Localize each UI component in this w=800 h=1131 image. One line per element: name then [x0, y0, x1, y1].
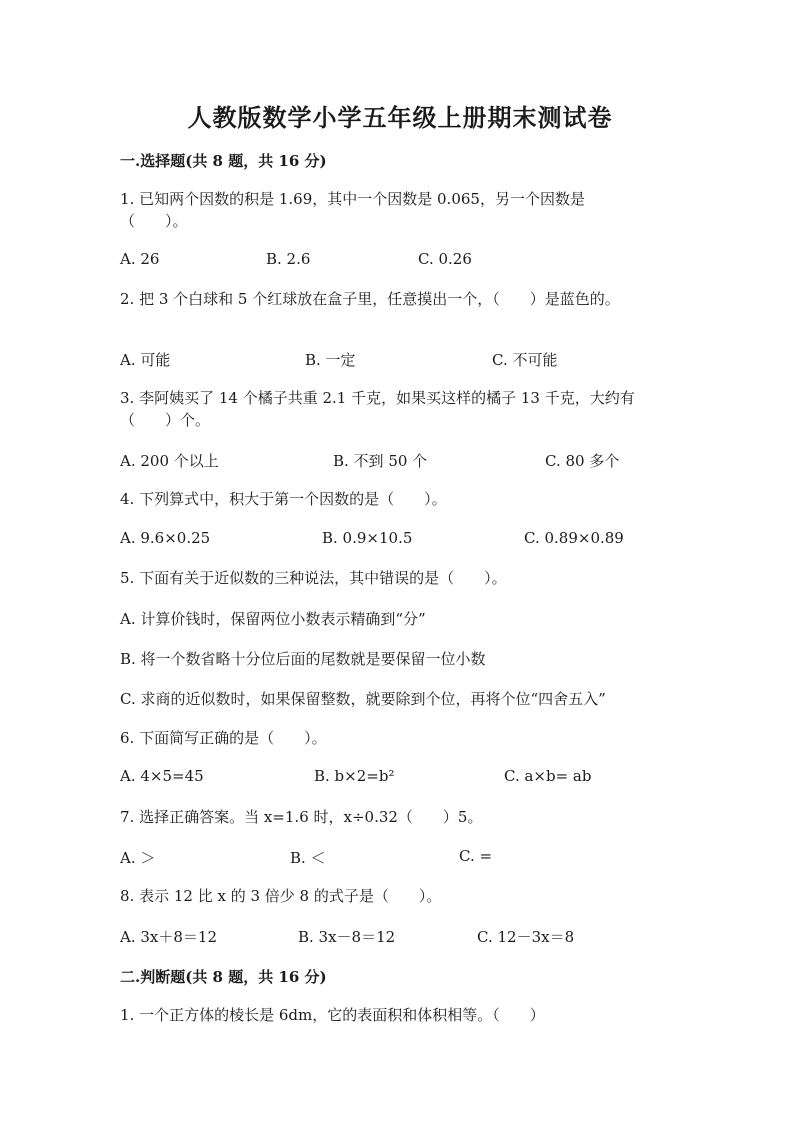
- question-1: [120, 188, 680, 232]
- q3-option-c: C. 80 多个: [545, 452, 620, 470]
- q4-option-c: C. 0.89×0.89: [524, 529, 624, 547]
- section-heading-judgment: 二.判断题(共 8 题，共 16 分): [120, 968, 327, 986]
- question-5-line1: 5. 下面有关于近似数的三种说法，其中错误的是（ ）。: [120, 569, 507, 587]
- q6-option-c: C. a×b= ab: [504, 767, 592, 785]
- question-6-line1: 6. 下面简写正确的是（ ）。: [120, 729, 327, 747]
- q1-option-a: A. 26: [120, 250, 160, 268]
- q8-option-b: B. 3x－8＝12: [298, 928, 396, 946]
- q4-option-a: A. 9.6×0.25: [120, 529, 211, 547]
- q6-option-a: A. 4×5=45: [120, 767, 204, 785]
- q3-option-b: B. 不到 50 个: [333, 452, 428, 470]
- q6-option-b: B. b×2=b²: [314, 767, 395, 785]
- question-1-line2: （ ）。: [120, 212, 188, 230]
- q7-option-c: C. =: [459, 847, 493, 865]
- judgment-1: [120, 1004, 680, 1026]
- q5-option-c: C. 求商的近似数时，如果保留整数，就要除到个位，再将个位“四舍五入”: [120, 690, 606, 708]
- q8-option-a: A. 3x＋8＝12: [120, 928, 218, 946]
- question-1-line1: 1. 已知两个因数的积是 1.69，其中一个因数是 0.065，另一个因数是: [120, 190, 585, 208]
- q7-option-a: A. ＞: [120, 849, 156, 867]
- q2-option-c: C. 不可能: [492, 351, 558, 369]
- q5-option-a: A. 计算价钱时，保留两位小数表示精确到“分”: [120, 610, 426, 628]
- q1-option-b: B. 2.6: [266, 250, 311, 268]
- q2-option-a: A. 可能: [120, 351, 171, 369]
- question-7: [120, 806, 680, 828]
- section-heading-choice: 一.选择题(共 8 题，共 16 分): [120, 152, 327, 170]
- question-6: [120, 727, 680, 749]
- q1-option-c: C. 0.26: [418, 250, 472, 268]
- q5-option-b: B. 将一个数省略十分位后面的尾数就是要保留一位小数: [120, 650, 486, 668]
- question-4: [120, 488, 680, 510]
- question-3: [120, 387, 680, 431]
- question-3-line2: （ ）个。: [120, 411, 211, 429]
- question-7-line1: 7. 选择正确答案。当 x=1.6 时，x÷0.32（ ）5。: [120, 808, 483, 826]
- judgment-1-line1: 1. 一个正方体的棱长是 6dm，它的表面积和体积相等。（ ）: [120, 1006, 545, 1024]
- q4-option-b: B. 0.9×10.5: [322, 529, 413, 547]
- question-2: [120, 288, 700, 310]
- question-8-line1: 8. 表示 12 比 x 的 3 倍少 8 的式子是（ ）。: [120, 887, 442, 905]
- question-5: [120, 567, 680, 589]
- question-4-line1: 4. 下列算式中，积大于第一个因数的是（ ）。: [120, 490, 447, 508]
- q2-option-b: B. 一定: [305, 351, 356, 369]
- question-8: [120, 885, 680, 907]
- q8-option-c: C. 12－3x＝8: [477, 928, 575, 946]
- q3-option-a: A. 200 个以上: [120, 452, 219, 470]
- page-title: 人教版数学小学五年级上册期末测试卷: [187, 103, 613, 132]
- question-2-line1: 2. 把 3 个白球和 5 个红球放在盒子里，任意摸出一个，（ ）是蓝色的。: [120, 290, 620, 308]
- q7-option-b: B. ＜: [290, 849, 326, 867]
- question-3-line1: 3. 李阿姨买了 14 个橘子共重 2.1 千克，如果买这样的橘子 13 千克，大约有: [120, 389, 635, 407]
